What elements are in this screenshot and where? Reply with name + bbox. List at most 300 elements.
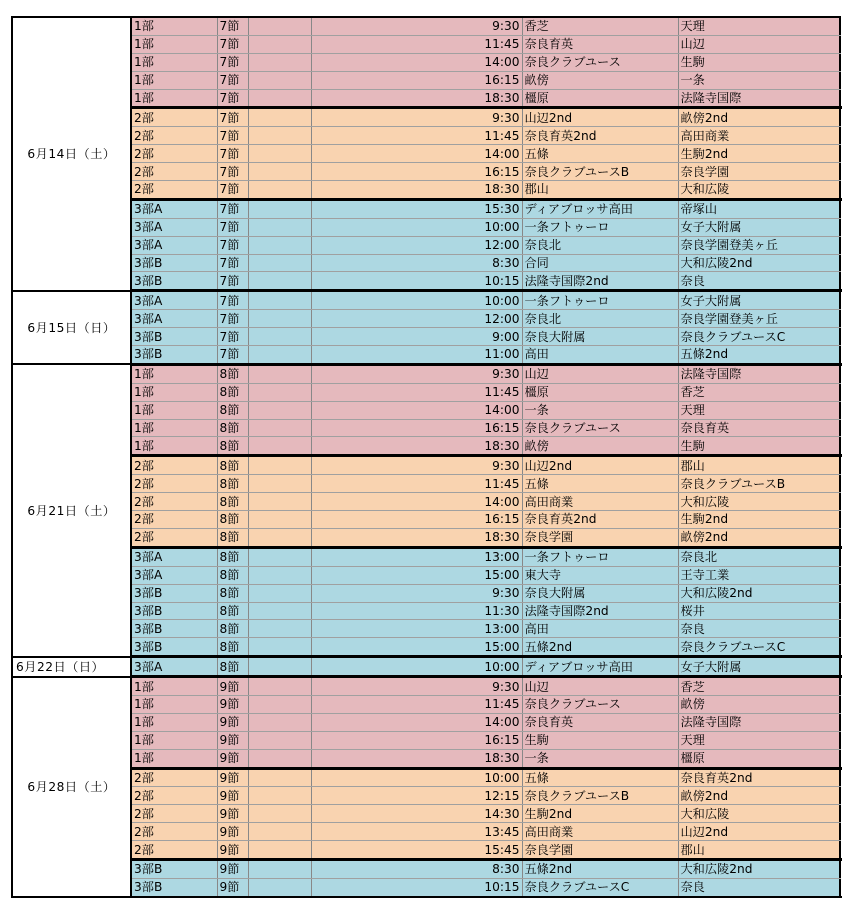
match-row	[12, 108, 840, 127]
away-team: 畝傍2nd	[678, 787, 840, 805]
blank-cell	[248, 475, 311, 493]
round-cell: 8節	[217, 528, 248, 547]
away-team: 高田商業	[678, 127, 840, 145]
away-team: 一条	[678, 71, 840, 89]
match-row	[12, 199, 840, 218]
away-team: 郡山	[678, 841, 840, 860]
division-cell: 1部	[131, 71, 217, 89]
match-date: 6月15日（日）	[12, 291, 131, 365]
round-cell: 9節	[217, 878, 248, 896]
home-team: 五條2nd	[522, 638, 678, 657]
match-row	[12, 364, 840, 383]
division-cell: 3部B	[131, 328, 217, 346]
home-team: 畝傍	[522, 71, 678, 89]
match-row	[12, 584, 840, 602]
away-team: 帝塚山	[678, 199, 840, 218]
blank-cell	[248, 657, 311, 677]
kickoff-time: 8:30	[311, 859, 522, 878]
kickoff-time: 11:45	[311, 695, 522, 713]
home-team: 一条フトゥーロ	[522, 547, 678, 566]
home-team: 山辺	[522, 364, 678, 383]
division-cell: 3部A	[131, 547, 217, 566]
match-row	[12, 437, 840, 456]
division-cell: 2部	[131, 528, 217, 547]
blank-cell	[248, 71, 311, 89]
division-cell: 1部	[131, 419, 217, 437]
round-cell: 7節	[217, 145, 248, 163]
home-team: 合同	[522, 254, 678, 272]
kickoff-time: 10:00	[311, 657, 522, 677]
match-row	[12, 566, 840, 584]
round-cell: 7節	[217, 108, 248, 127]
round-cell: 7節	[217, 17, 248, 35]
division-cell: 3部B	[131, 620, 217, 638]
match-row	[12, 620, 840, 638]
kickoff-time: 9:30	[311, 364, 522, 383]
round-cell: 7節	[217, 291, 248, 310]
home-team: 高田商業	[522, 493, 678, 511]
blank-cell	[248, 35, 311, 53]
blank-cell	[248, 419, 311, 437]
home-team: 山辺	[522, 677, 678, 696]
home-team: 奈良クラブユース	[522, 53, 678, 71]
match-row	[12, 17, 840, 35]
division-cell: 1部	[131, 695, 217, 713]
kickoff-time: 10:00	[311, 218, 522, 236]
division-cell: 2部	[131, 456, 217, 475]
home-team: 五條	[522, 475, 678, 493]
match-row	[12, 713, 840, 731]
blank-cell	[248, 401, 311, 419]
match-row	[12, 346, 840, 365]
home-team: 生駒2nd	[522, 805, 678, 823]
kickoff-time: 15:00	[311, 638, 522, 657]
home-team: 奈良大附属	[522, 328, 678, 346]
blank-cell	[248, 328, 311, 346]
home-team: 一条	[522, 401, 678, 419]
away-team: 奈良学園	[678, 163, 840, 181]
home-team: 郡山	[522, 181, 678, 200]
round-cell: 8節	[217, 511, 248, 529]
division-cell: 3部B	[131, 584, 217, 602]
match-row	[12, 731, 840, 749]
home-team: 法隆寺国際2nd	[522, 272, 678, 291]
kickoff-time: 18:30	[311, 437, 522, 456]
home-team: 奈良育英	[522, 35, 678, 53]
away-team: 法隆寺国際	[678, 89, 840, 108]
blank-cell	[248, 291, 311, 310]
division-cell: 1部	[131, 713, 217, 731]
blank-cell	[248, 841, 311, 860]
away-team: 生駒	[678, 437, 840, 456]
round-cell: 7節	[217, 181, 248, 200]
match-row	[12, 768, 840, 787]
home-team: 五條	[522, 145, 678, 163]
division-cell: 3部B	[131, 346, 217, 365]
match-row	[12, 71, 840, 89]
blank-cell	[248, 272, 311, 291]
division-cell: 2部	[131, 493, 217, 511]
match-row	[12, 602, 840, 620]
kickoff-time: 15:00	[311, 566, 522, 584]
blank-cell	[248, 236, 311, 254]
home-team: 奈良育英2nd	[522, 127, 678, 145]
match-row	[12, 401, 840, 419]
away-team: 香芝	[678, 383, 840, 401]
kickoff-time: 16:15	[311, 511, 522, 529]
away-team: 女子大附属	[678, 218, 840, 236]
division-cell: 2部	[131, 768, 217, 787]
blank-cell	[248, 127, 311, 145]
kickoff-time: 18:30	[311, 89, 522, 108]
home-team: ディアブロッサ高田	[522, 657, 678, 677]
blank-cell	[248, 768, 311, 787]
kickoff-time: 18:30	[311, 528, 522, 547]
blank-cell	[248, 17, 311, 35]
home-team: 奈良クラブユースB	[522, 787, 678, 805]
kickoff-time: 14:00	[311, 493, 522, 511]
round-cell: 8節	[217, 602, 248, 620]
home-team: 奈良クラブユースB	[522, 163, 678, 181]
away-team: 生駒	[678, 53, 840, 71]
blank-cell	[248, 383, 311, 401]
match-row	[12, 181, 840, 200]
away-team: 女子大附属	[678, 657, 840, 677]
blank-cell	[248, 547, 311, 566]
division-cell: 2部	[131, 127, 217, 145]
round-cell: 9節	[217, 841, 248, 860]
division-cell: 1部	[131, 53, 217, 71]
home-team: 奈良北	[522, 310, 678, 328]
home-team: 五條2nd	[522, 859, 678, 878]
blank-cell	[248, 731, 311, 749]
blank-cell	[248, 602, 311, 620]
blank-cell	[248, 823, 311, 841]
round-cell: 9節	[217, 695, 248, 713]
home-team: 奈良クラブユース	[522, 419, 678, 437]
division-cell: 3部B	[131, 859, 217, 878]
round-cell: 9節	[217, 859, 248, 878]
blank-cell	[248, 566, 311, 584]
blank-cell	[248, 805, 311, 823]
round-cell: 8節	[217, 401, 248, 419]
match-row	[12, 310, 840, 328]
kickoff-time: 9:30	[311, 108, 522, 127]
match-date: 6月14日（土）	[12, 17, 131, 291]
blank-cell	[248, 528, 311, 547]
home-team: 奈良育英2nd	[522, 511, 678, 529]
kickoff-time: 16:15	[311, 71, 522, 89]
home-team: 一条	[522, 749, 678, 768]
kickoff-time: 16:15	[311, 163, 522, 181]
match-row	[12, 528, 840, 547]
round-cell: 7節	[217, 310, 248, 328]
round-cell: 8節	[217, 566, 248, 584]
away-team: 法隆寺国際	[678, 364, 840, 383]
blank-cell	[248, 218, 311, 236]
blank-cell	[248, 638, 311, 657]
away-team: 奈良育英2nd	[678, 768, 840, 787]
blank-cell	[248, 108, 311, 127]
home-team: 高田商業	[522, 823, 678, 841]
division-cell: 1部	[131, 17, 217, 35]
division-cell: 3部A	[131, 236, 217, 254]
blank-cell	[248, 878, 311, 896]
blank-cell	[248, 254, 311, 272]
round-cell: 9節	[217, 787, 248, 805]
match-row	[12, 511, 840, 529]
division-cell: 2部	[131, 823, 217, 841]
round-cell: 7節	[217, 35, 248, 53]
blank-cell	[248, 199, 311, 218]
division-cell: 2部	[131, 841, 217, 860]
blank-cell	[248, 787, 311, 805]
division-cell: 1部	[131, 749, 217, 768]
away-team: 奈良	[678, 272, 840, 291]
match-row	[12, 823, 840, 841]
round-cell: 8節	[217, 456, 248, 475]
division-cell: 1部	[131, 677, 217, 696]
home-team: 山辺2nd	[522, 108, 678, 127]
round-cell: 9節	[217, 677, 248, 696]
kickoff-time: 11:30	[311, 602, 522, 620]
away-team: 大和広陵2nd	[678, 859, 840, 878]
blank-cell	[248, 145, 311, 163]
away-team: 五條2nd	[678, 346, 840, 365]
match-row	[12, 163, 840, 181]
away-team: 奈良クラブユースC	[678, 638, 840, 657]
round-cell: 7節	[217, 89, 248, 108]
division-cell: 2部	[131, 787, 217, 805]
division-cell: 1部	[131, 89, 217, 108]
blank-cell	[248, 346, 311, 365]
kickoff-time: 18:30	[311, 749, 522, 768]
match-date: 6月28日（土）	[12, 677, 131, 897]
away-team: 天理	[678, 731, 840, 749]
match-row	[12, 841, 840, 860]
blank-cell	[248, 437, 311, 456]
blank-cell	[248, 163, 311, 181]
division-cell: 3部A	[131, 199, 217, 218]
division-cell: 1部	[131, 437, 217, 456]
match-row	[12, 383, 840, 401]
round-cell: 7節	[217, 272, 248, 291]
home-team: 法隆寺国際2nd	[522, 602, 678, 620]
away-team: 奈良	[678, 878, 840, 896]
blank-cell	[248, 695, 311, 713]
round-cell: 8節	[217, 657, 248, 677]
round-cell: 9節	[217, 805, 248, 823]
blank-cell	[248, 677, 311, 696]
division-cell: 3部B	[131, 254, 217, 272]
round-cell: 7節	[217, 163, 248, 181]
match-row	[12, 493, 840, 511]
round-cell: 8節	[217, 437, 248, 456]
round-cell: 9節	[217, 823, 248, 841]
kickoff-time: 13:45	[311, 823, 522, 841]
home-team: 高田	[522, 620, 678, 638]
kickoff-time: 16:15	[311, 419, 522, 437]
round-cell: 9節	[217, 713, 248, 731]
match-row	[12, 236, 840, 254]
match-row	[12, 145, 840, 163]
away-team: 女子大附属	[678, 291, 840, 310]
division-cell: 2部	[131, 145, 217, 163]
away-team: 大和広陵	[678, 805, 840, 823]
kickoff-time: 12:00	[311, 236, 522, 254]
blank-cell	[248, 620, 311, 638]
kickoff-time: 16:15	[311, 731, 522, 749]
round-cell: 7節	[217, 127, 248, 145]
kickoff-time: 14:00	[311, 401, 522, 419]
home-team: 奈良クラブユースC	[522, 878, 678, 896]
away-team: 奈良学園登美ヶ丘	[678, 310, 840, 328]
round-cell: 9節	[217, 768, 248, 787]
round-cell: 9節	[217, 749, 248, 768]
match-row	[12, 291, 840, 310]
division-cell: 2部	[131, 805, 217, 823]
kickoff-time: 13:00	[311, 547, 522, 566]
kickoff-time: 11:45	[311, 127, 522, 145]
away-team: 大和広陵2nd	[678, 584, 840, 602]
away-team: 奈良学園登美ヶ丘	[678, 236, 840, 254]
away-team: 畝傍2nd	[678, 108, 840, 127]
blank-cell	[248, 859, 311, 878]
kickoff-time: 13:00	[311, 620, 522, 638]
blank-cell	[248, 181, 311, 200]
home-team: 香芝	[522, 17, 678, 35]
division-cell: 2部	[131, 108, 217, 127]
division-cell: 3部B	[131, 602, 217, 620]
division-cell: 2部	[131, 511, 217, 529]
away-team: 奈良クラブユースB	[678, 475, 840, 493]
division-cell: 3部A	[131, 566, 217, 584]
kickoff-time: 10:00	[311, 291, 522, 310]
away-team: 香芝	[678, 677, 840, 696]
match-row	[12, 749, 840, 768]
blank-cell	[248, 749, 311, 768]
away-team: 山辺	[678, 35, 840, 53]
kickoff-time: 12:15	[311, 787, 522, 805]
round-cell: 7節	[217, 218, 248, 236]
round-cell: 7節	[217, 199, 248, 218]
away-team: 大和広陵2nd	[678, 254, 840, 272]
away-team: 生駒2nd	[678, 511, 840, 529]
division-cell: 1部	[131, 401, 217, 419]
round-cell: 8節	[217, 475, 248, 493]
home-team: 一条フトゥーロ	[522, 291, 678, 310]
division-cell: 3部B	[131, 878, 217, 896]
kickoff-time: 14:00	[311, 53, 522, 71]
away-team: 生駒2nd	[678, 145, 840, 163]
division-cell: 3部B	[131, 638, 217, 657]
kickoff-time: 8:30	[311, 254, 522, 272]
home-team: 奈良北	[522, 236, 678, 254]
home-team: 生駒	[522, 731, 678, 749]
kickoff-time: 18:30	[311, 181, 522, 200]
match-row	[12, 677, 840, 696]
round-cell: 8節	[217, 364, 248, 383]
kickoff-time: 11:45	[311, 383, 522, 401]
blank-cell	[248, 584, 311, 602]
division-cell: 3部A	[131, 657, 217, 677]
home-team: 橿原	[522, 89, 678, 108]
kickoff-time: 14:30	[311, 805, 522, 823]
match-row	[12, 878, 840, 896]
away-team: 奈良北	[678, 547, 840, 566]
round-cell: 7節	[217, 236, 248, 254]
blank-cell	[248, 364, 311, 383]
kickoff-time: 11:00	[311, 346, 522, 365]
away-team: 大和広陵	[678, 493, 840, 511]
match-row	[12, 475, 840, 493]
home-team: 畝傍	[522, 437, 678, 456]
blank-cell	[248, 53, 311, 71]
kickoff-time: 9:30	[311, 17, 522, 35]
away-team: 奈良	[678, 620, 840, 638]
match-row	[12, 657, 840, 677]
blank-cell	[248, 511, 311, 529]
match-date: 6月22日（日）	[12, 657, 131, 677]
division-cell: 3部A	[131, 218, 217, 236]
kickoff-time: 10:15	[311, 272, 522, 291]
kickoff-time: 9:30	[311, 456, 522, 475]
match-row	[12, 695, 840, 713]
match-row	[12, 328, 840, 346]
match-row	[12, 35, 840, 53]
home-team: 一条フトゥーロ	[522, 218, 678, 236]
away-team: 大和広陵	[678, 181, 840, 200]
home-team: 東大寺	[522, 566, 678, 584]
division-cell: 3部A	[131, 291, 217, 310]
round-cell: 8節	[217, 547, 248, 566]
kickoff-time: 9:30	[311, 677, 522, 696]
match-row	[12, 254, 840, 272]
kickoff-time: 9:30	[311, 584, 522, 602]
division-cell: 2部	[131, 475, 217, 493]
away-team: 山辺2nd	[678, 823, 840, 841]
match-row	[12, 272, 840, 291]
match-row	[12, 805, 840, 823]
match-row	[12, 419, 840, 437]
home-team: 奈良学園	[522, 528, 678, 547]
division-cell: 1部	[131, 731, 217, 749]
home-team: 奈良育英	[522, 713, 678, 731]
match-row	[12, 787, 840, 805]
round-cell: 7節	[217, 346, 248, 365]
match-row	[12, 456, 840, 475]
kickoff-time: 14:00	[311, 145, 522, 163]
kickoff-time: 10:00	[311, 768, 522, 787]
kickoff-time: 9:00	[311, 328, 522, 346]
away-team: 法隆寺国際	[678, 713, 840, 731]
round-cell: 8節	[217, 383, 248, 401]
kickoff-time: 12:00	[311, 310, 522, 328]
away-team: 橿原	[678, 749, 840, 768]
away-team: 奈良育英	[678, 419, 840, 437]
match-row	[12, 638, 840, 657]
blank-cell	[248, 493, 311, 511]
away-team: 奈良クラブユースC	[678, 328, 840, 346]
match-row	[12, 53, 840, 71]
home-team: 五條	[522, 768, 678, 787]
away-team: 天理	[678, 401, 840, 419]
division-cell: 1部	[131, 364, 217, 383]
round-cell: 7節	[217, 254, 248, 272]
away-team: 桜井	[678, 602, 840, 620]
division-cell: 1部	[131, 383, 217, 401]
kickoff-time: 15:30	[311, 199, 522, 218]
